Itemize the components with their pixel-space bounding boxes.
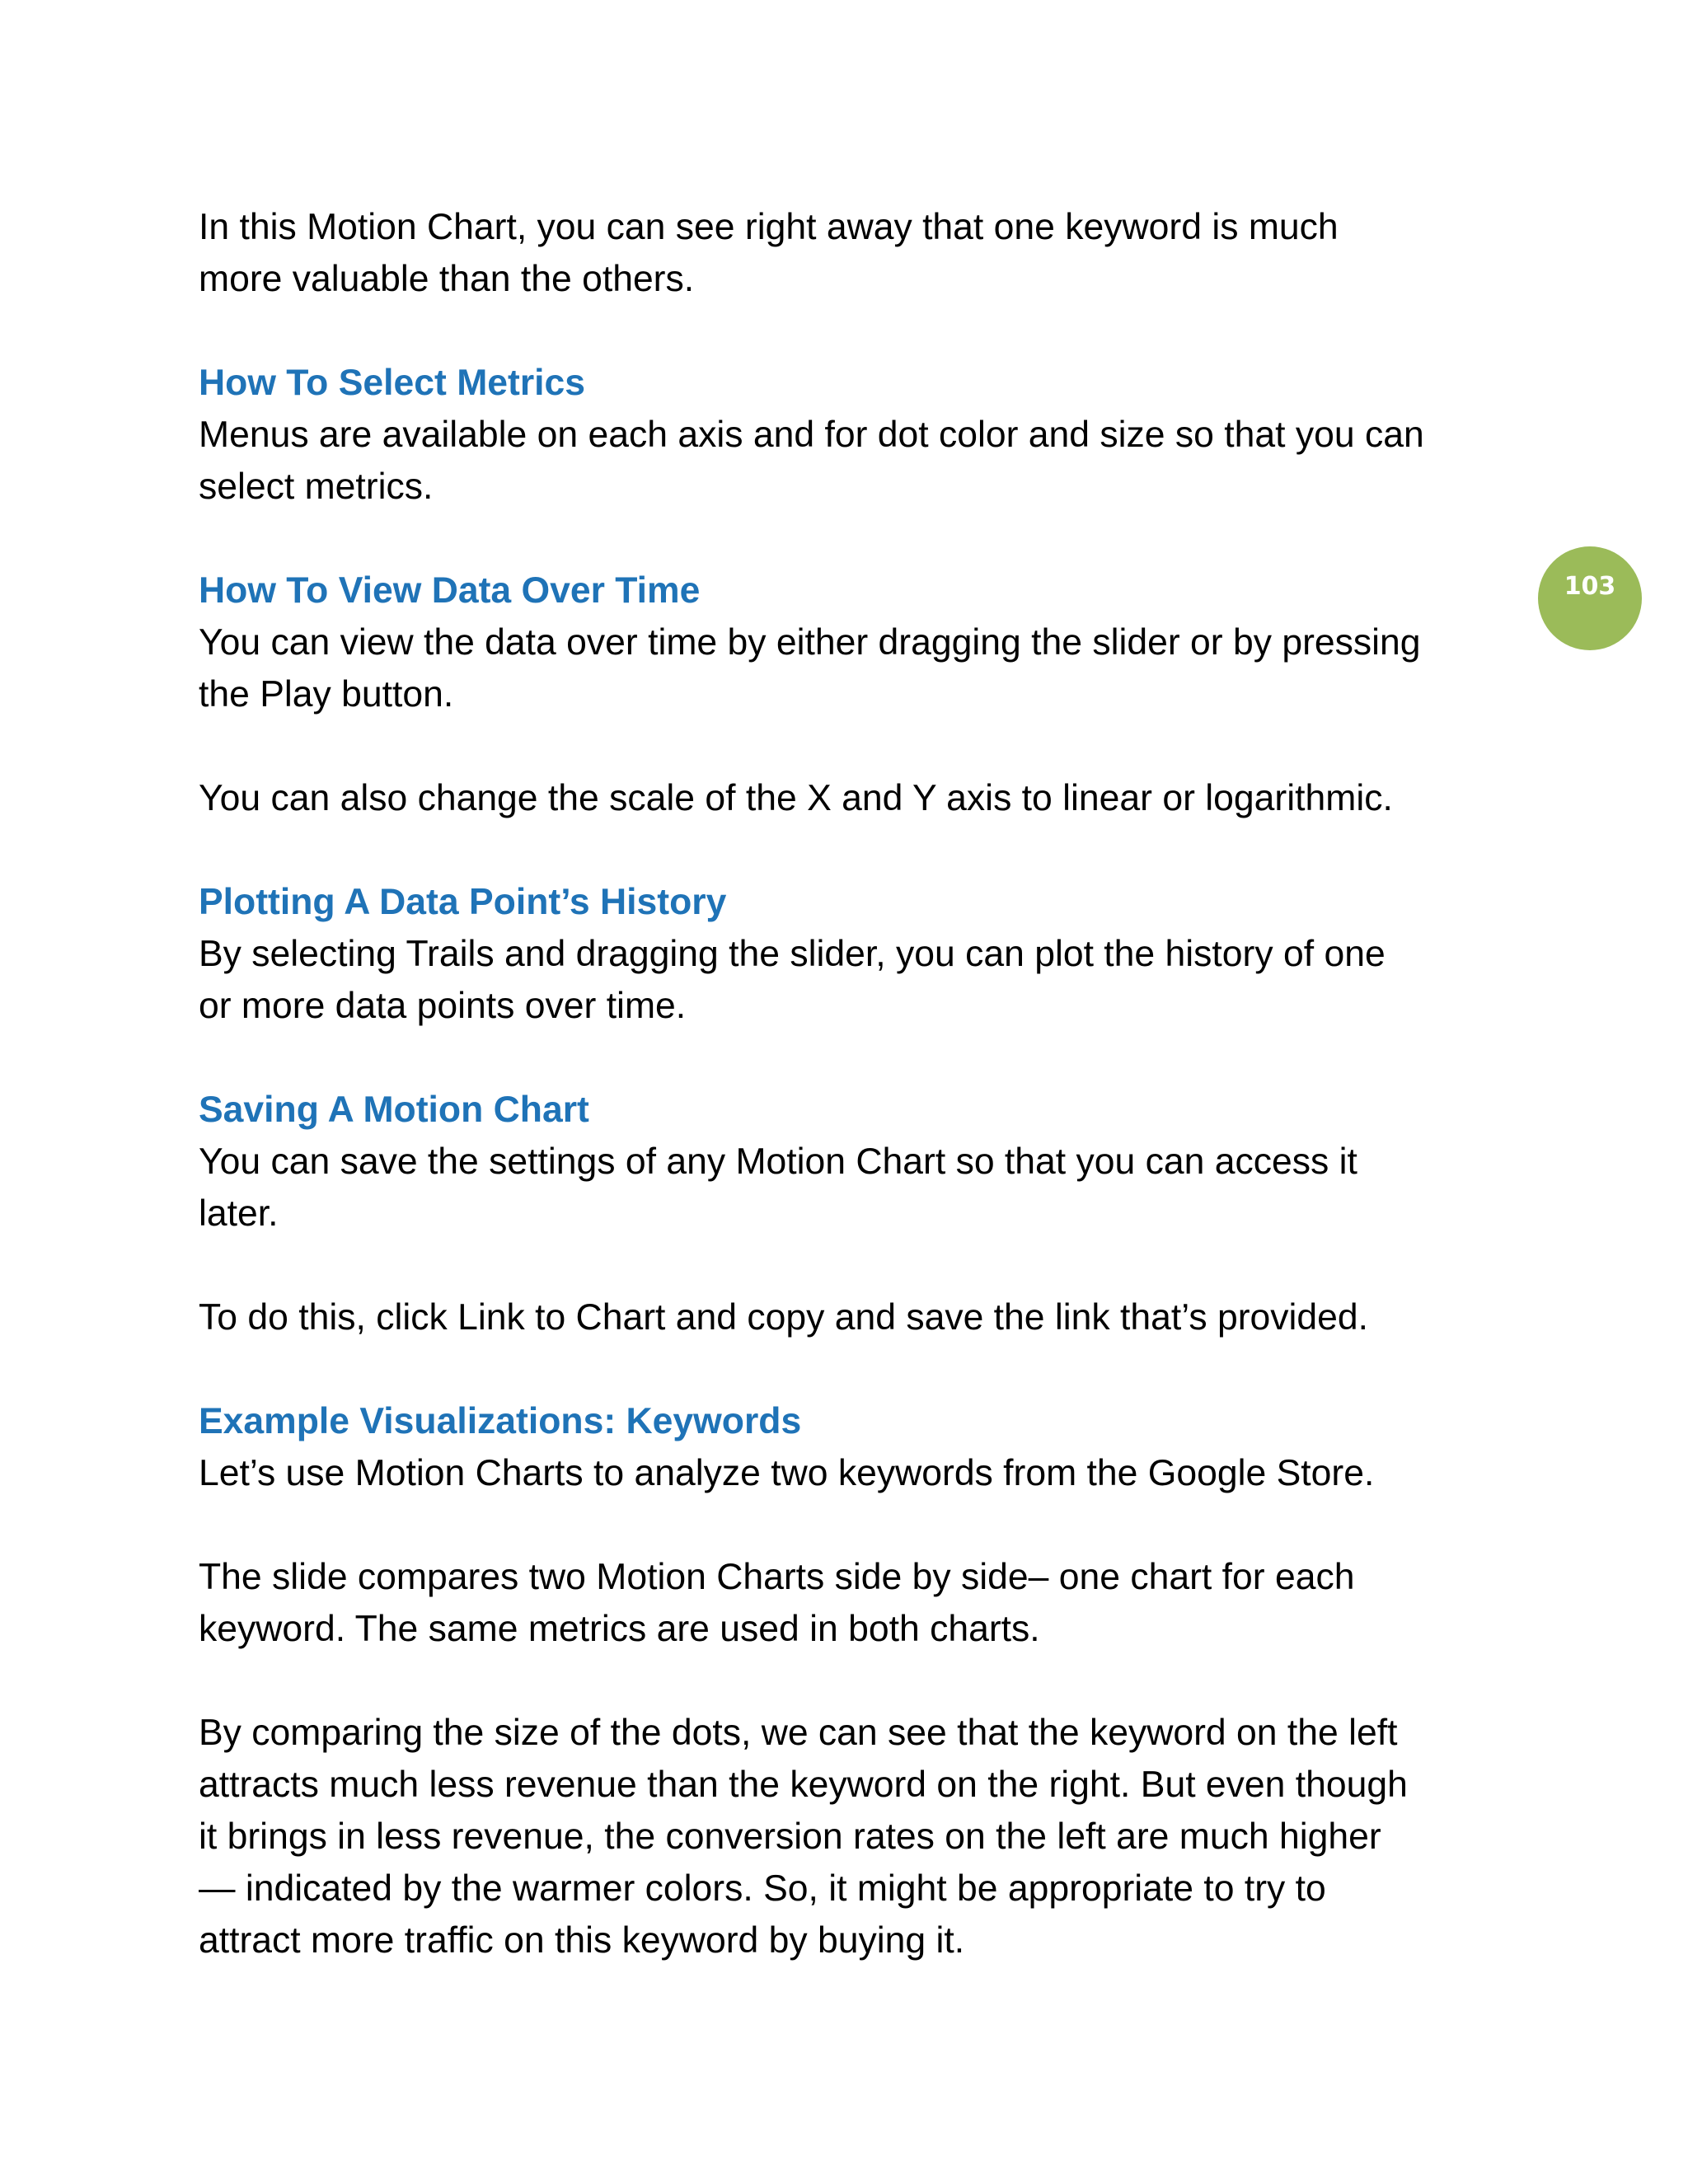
spacer xyxy=(199,824,1517,876)
spacer xyxy=(199,305,1517,357)
paragraph-google-store: Let’s use Motion Charts to analyze two keywords from the Google Store. xyxy=(199,1453,1375,1493)
page-body xyxy=(199,201,1517,1966)
heading-example-keywords: Example Visualizations: Keywords xyxy=(199,1401,802,1441)
paragraph-axis-scale: You can also change the scale of the X and Y axis to linear or logarithmic. xyxy=(199,778,1393,818)
paragraph-select-metrics: Menus are available on each axis and for dot color and size so that you can select metrics. xyxy=(199,415,1424,507)
paragraph-view-data-over-time: You can view the data over time by either dragging the slider or by pressing the Play button. xyxy=(199,622,1421,715)
paragraph-slide-comparison: The slide compares two Motion Charts side by side– one chart for each keyword. The same metrics are used in both charts. xyxy=(199,1557,1355,1649)
paragraph-dot-size-analysis: By comparing the size of the dots, we can see that the keyword on the left attracts much less revenue than the keyword on the right. But even though it brings in less revenue, the conversion rates on the left are much higher — indicated by the warmer colors. So, it might be appropriate to try to attract more traffic on this keyword by buying it. xyxy=(199,1713,1408,1961)
heading-saving-chart: Saving A Motion Chart xyxy=(199,1090,589,1130)
spacer xyxy=(199,1343,1517,1395)
paragraph-link-to-chart: To do this, click Link to Chart and copy and save the link that’s provided. xyxy=(199,1297,1369,1338)
spacer xyxy=(199,720,1517,772)
heading-view-data-over-time: How To View Data Over Time xyxy=(199,570,701,611)
page-number-badge: 103 xyxy=(1538,546,1642,650)
paragraph-saving-chart: You can save the settings of any Motion Chart so that you can access it later. xyxy=(199,1141,1357,1234)
spacer xyxy=(199,1240,1517,1291)
spacer xyxy=(199,1655,1517,1707)
heading-select-metrics: How To Select Metrics xyxy=(199,363,586,403)
intro-paragraph: In this Motion Chart, you can see right away that one keyword is much more valuable than the others. xyxy=(199,207,1339,299)
heading-plotting-history: Plotting A Data Point’s History xyxy=(199,882,727,922)
spacer xyxy=(199,513,1517,565)
paragraph-plotting-history: By selecting Trails and dragging the slider, you can plot the history of one or more data points over time. xyxy=(199,934,1386,1026)
spacer xyxy=(199,1032,1517,1084)
spacer xyxy=(199,1499,1517,1551)
